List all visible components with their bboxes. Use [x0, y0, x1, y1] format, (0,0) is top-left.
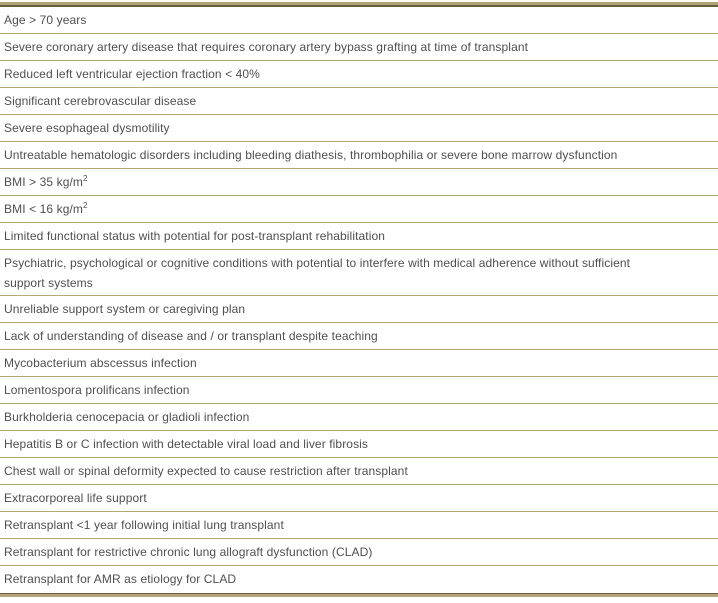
row-text: Psychiatric, psychological or cognitive conditions with potential to interfere with medical adherence without sufficient support systems — [4, 256, 631, 290]
row-text: Reduced left ventricular ejection fraction < 40% — [4, 67, 260, 81]
table-row — [0, 404, 718, 431]
table-row — [0, 296, 718, 323]
row-text: Severe esophageal dysmotility — [4, 121, 170, 135]
row-text: Retransplant for restrictive chronic lung allograft dysfunction (CLAD) — [4, 545, 373, 559]
row-text: Retransplant for AMR as etiology for CLAD — [4, 572, 237, 586]
table-row — [0, 431, 718, 458]
row-text: Age > 70 years — [4, 13, 87, 27]
row-superscript: 2 — [83, 201, 88, 210]
table-row — [0, 539, 718, 566]
row-text: Mycobacterium abscessus infection — [4, 356, 197, 370]
row-text: Extracorporeal life support — [4, 491, 147, 505]
row-text: Limited functional status with potential for post-transplant rehabilitation — [4, 229, 386, 243]
table-row — [0, 485, 718, 512]
row-text: Lack of understanding of disease and / or transplant despite teaching — [4, 329, 378, 343]
table-row — [0, 169, 718, 196]
row-text: BMI > 35 kg/m — [4, 175, 83, 189]
row-text: Unreliable support system or caregiving plan — [4, 302, 246, 316]
table-row — [0, 566, 718, 593]
table-row — [0, 34, 718, 61]
row-text: Severe coronary artery disease that requires coronary artery bypass grafting at time of transplant — [4, 40, 529, 54]
table-row — [0, 142, 718, 169]
row-text: Untreatable hematologic disorders including bleeding diathesis, thrombophilia or severe bone marrow dysfunction — [4, 148, 618, 162]
row-text: Burkholderia cenocepacia or gladioli infection — [4, 410, 250, 424]
table-row — [0, 88, 718, 115]
table-row — [0, 7, 718, 34]
table-row — [0, 350, 718, 377]
table-row — [0, 196, 718, 223]
row-superscript: 2 — [83, 174, 88, 183]
table-body — [0, 7, 718, 593]
row-text: Lomentospora prolificans infection — [4, 383, 190, 397]
table-row — [0, 323, 718, 350]
table-row — [0, 458, 718, 485]
table-row — [0, 377, 718, 404]
row-text: Chest wall or spinal deformity expected to cause restriction after transplant — [4, 464, 408, 478]
row-text: Retransplant <1 year following initial lung transplant — [4, 518, 284, 532]
row-text: Hepatitis B or C infection with detectable viral load and liver fibrosis — [4, 437, 369, 451]
table-bottom-rule — [0, 593, 718, 597]
table-row — [0, 115, 718, 142]
table-row — [0, 512, 718, 539]
row-text: BMI < 16 kg/m — [4, 202, 83, 216]
table-row — [0, 223, 718, 250]
table-row — [0, 61, 718, 88]
table-row — [0, 250, 718, 296]
row-text: Significant cerebrovascular disease — [4, 94, 197, 108]
